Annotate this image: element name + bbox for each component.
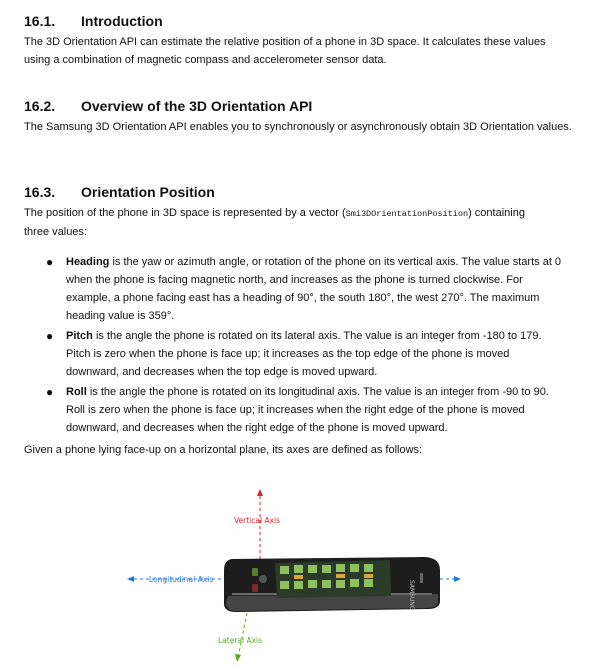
section-title: Orientation Position (81, 184, 215, 200)
bullet-icon: ● (46, 385, 54, 399)
lateral-axis-arrow-icon (235, 654, 241, 662)
list-item-heading (44, 253, 564, 325)
bullet-term: Heading (66, 256, 110, 268)
section-heading-overview (24, 98, 312, 114)
bullet-icon: ● (46, 329, 54, 343)
list-item-roll (44, 383, 564, 437)
section-intro-orientation-position (24, 204, 544, 241)
section-body-introduction: The 3D Orientation API can estimate the relative position of a phone in 3D space. It calculates these values using a combination of magnetic compass and accelerometer sensor data. (24, 36, 546, 66)
list-item-pitch (44, 327, 564, 381)
section-title: Introduction (81, 13, 163, 29)
bullet-text: is the angle the phone is rotated on its lateral axis. The value is an integer from -180 to 179. Pitch is zero when the phone is face up; it increases as the top edge of the phone is moved downward, and decreases when the top edge is moved upward. (66, 330, 542, 378)
phone-icon (224, 557, 440, 612)
section-body-overview: The Samsung 3D Orientation API enables you to synchronously or asynchronously obtain 3D Orientation values. (24, 121, 572, 133)
section-heading-orientation-position (24, 184, 215, 200)
lateral-axis-label: Lateral Axis (218, 636, 263, 645)
section-number: 16.1. (24, 13, 56, 29)
section-number: 16.3. (24, 184, 56, 200)
bullet-term: Pitch (66, 330, 93, 342)
longitudinal-axis-label: Longitudinal Axis (149, 575, 214, 584)
vertical-axis-arrow-icon (257, 489, 263, 496)
bullet-term: Roll (66, 386, 87, 398)
intro-text-after: ) containing three values: (24, 207, 525, 238)
section-heading-introduction (24, 13, 163, 29)
orientation-values-list (44, 253, 564, 439)
vector-type-code: Smi3DOrientationPosition (345, 209, 469, 219)
intro-text-before: The position of the phone in 3D space is represented by a vector ( (24, 207, 346, 219)
bullet-text: is the yaw or azimuth angle, or rotation of the phone on its vertical axis. The value starts at 0 when the phone is facing magnetic north, and increases as the phone is turned clockwise. For example, a phone facing east has a heading of 90°, the south 180°, the west 270°. The maximum heading value is 359°. (66, 256, 562, 322)
section-title: Overview of the 3D Orientation API (81, 98, 313, 114)
vertical-axis-label: Vertical Axis (234, 516, 281, 525)
bullet-icon: ● (46, 255, 54, 269)
figure-caption-text: Given a phone lying face-up on a horizontal plane, its axes are defined as follows: (24, 444, 423, 456)
longitudinal-axis-arrow-right-icon (454, 576, 461, 582)
longitudinal-axis-arrow-left-icon (127, 576, 134, 582)
bullet-text: is the angle the phone is rotated on its longitudinal axis. The value is an integer from -90 to 90. Roll is zero when the phone is face up; it increases when the right edge of the phone is moved downward, and decreases when the right edge of the phone is moved upward. (66, 386, 549, 434)
phone-brand-text: SAMSUNG (408, 580, 415, 611)
phone-axes-diagram (120, 488, 470, 663)
section-number: 16.2. (24, 98, 56, 114)
